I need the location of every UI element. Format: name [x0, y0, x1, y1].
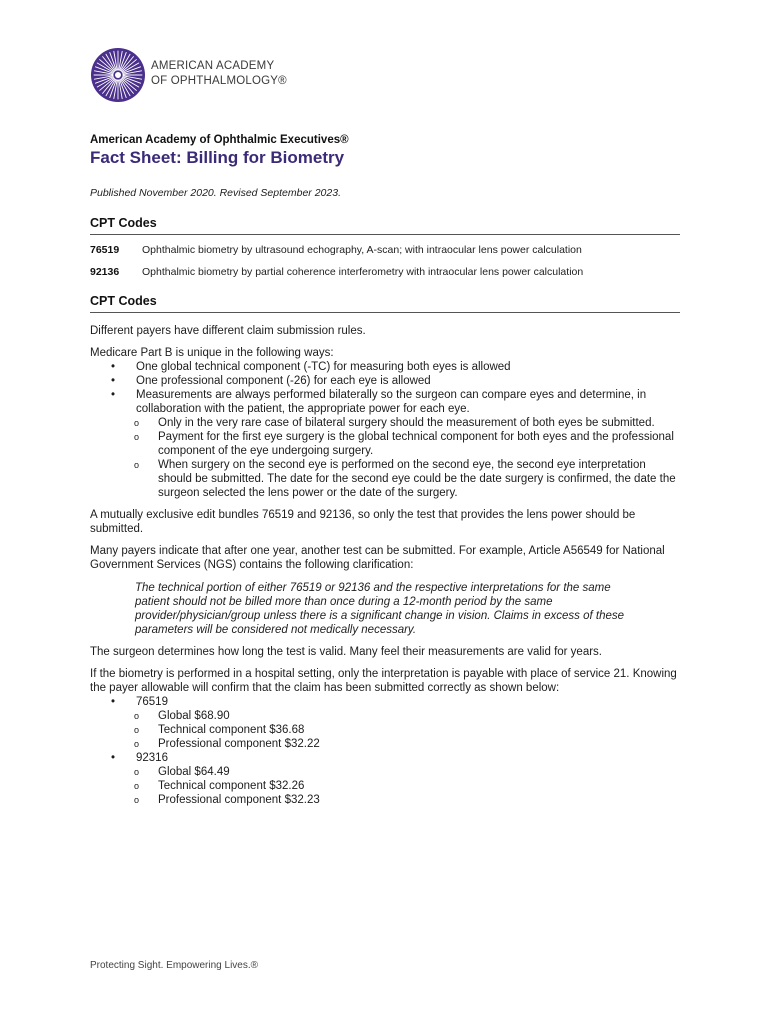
paragraph: Medicare Part B is unique in the following ways:: [90, 347, 334, 359]
fee-code-item: • 92316: [90, 751, 680, 765]
fee-list: [90, 695, 680, 709]
cpt-description: Ophthalmic biometry by ultrasound echography, A-scan; with intraocular lens power calculation: [142, 244, 582, 256]
sub-list-item: o Payment for the first eye surgery is the global technical component for both eyes and the professional component of the eye undergoing surgery.: [90, 430, 680, 458]
fee-code-item: • 76519: [90, 695, 680, 709]
fee-item: o Technical component $32.26: [90, 779, 680, 793]
medicare-sub-list: [90, 416, 680, 500]
cpt-code: 76519: [90, 244, 120, 256]
section-heading-cpt-codes: CPT Codes: [90, 216, 680, 235]
paragraph: Many payers indicate that after one year, another test can be submitted. For example, Article A56549 for National Government Services (NGS) contains the following clarification:: [90, 545, 665, 571]
section-heading-cpt-codes-2: CPT Codes: [90, 294, 680, 313]
code-row: [90, 266, 680, 279]
fee-item: o Professional component $32.23: [90, 793, 680, 807]
fee-sub-list: [90, 765, 680, 807]
sub-list-item: o When surgery on the second eye is performed on the second eye, the second eye interpretation should be submitted. The date for the second eye could be the date surgery is confirmed, the date the surgeon selected the lens power or the date of the surgery.: [90, 458, 680, 500]
fee-item: o Global $68.90: [90, 709, 680, 723]
fee-list: [90, 751, 680, 765]
fee-item: o Professional component $32.22: [90, 737, 680, 751]
org-name-line2: OF OPHTHALMOLOGY®: [151, 75, 287, 87]
page-title: Fact Sheet: Billing for Biometry: [90, 148, 345, 167]
org-name: [151, 59, 287, 89]
paragraph: A mutually exclusive edit bundles 76519 and 92136, so only the test that provides the lens power should be submitted.: [90, 509, 636, 535]
document-body: [90, 134, 680, 807]
fee-item: o Global $64.49: [90, 765, 680, 779]
publisher-name: American Academy of Ophthalmic Executives®: [90, 134, 349, 146]
paragraph: If the biometry is performed in a hospital setting, only the interpretation is payable with place of service 21. Knowing the payer allowable will confirm that the claim has been submitted correctly as shown below:: [90, 668, 677, 694]
fee-sub-list: [90, 709, 680, 751]
medicare-bullet-list: [90, 360, 680, 416]
cpt-description: Ophthalmic biometry by partial coherence interferometry with intraocular lens power calculation: [142, 266, 584, 278]
published-date: Published November 2020. Revised September 2023.: [90, 187, 341, 199]
fee-item: o Technical component $36.68: [90, 723, 680, 737]
list-item: • One global technical component (-TC) for measuring both eyes is allowed: [90, 360, 680, 374]
footer-tagline: Protecting Sight. Empowering Lives.®: [90, 960, 259, 971]
list-item: • Measurements are always performed bilaterally so the surgeon can compare eyes and determine, in collaboration with the patient, the appropriate power for each eye.: [90, 388, 680, 416]
org-name-line1: AMERICAN ACADEMY: [151, 60, 275, 72]
paragraph: The surgeon determines how long the test is valid. Many feel their measurements are valid for years.: [90, 646, 602, 658]
sub-list-item: o Only in the very rare case of bilateral surgery should the measurement of both eyes be submitted.: [90, 416, 680, 430]
code-row: [90, 244, 680, 257]
aao-starburst-logo-icon: [90, 47, 146, 103]
block-quote: The technical portion of either 76519 or 92136 and the respective interpretations for the same patient should not be billed more than once during a 12-month period by the same provider/physician/group unless there is a significant change in vision. Claims in excess of these parameters will be considered not medically necessary.: [135, 582, 625, 636]
cpt-code: 92136: [90, 266, 120, 278]
paragraph: Different payers have different claim submission rules.: [90, 325, 366, 337]
list-item: • One professional component (-26) for each eye is allowed: [90, 374, 680, 388]
